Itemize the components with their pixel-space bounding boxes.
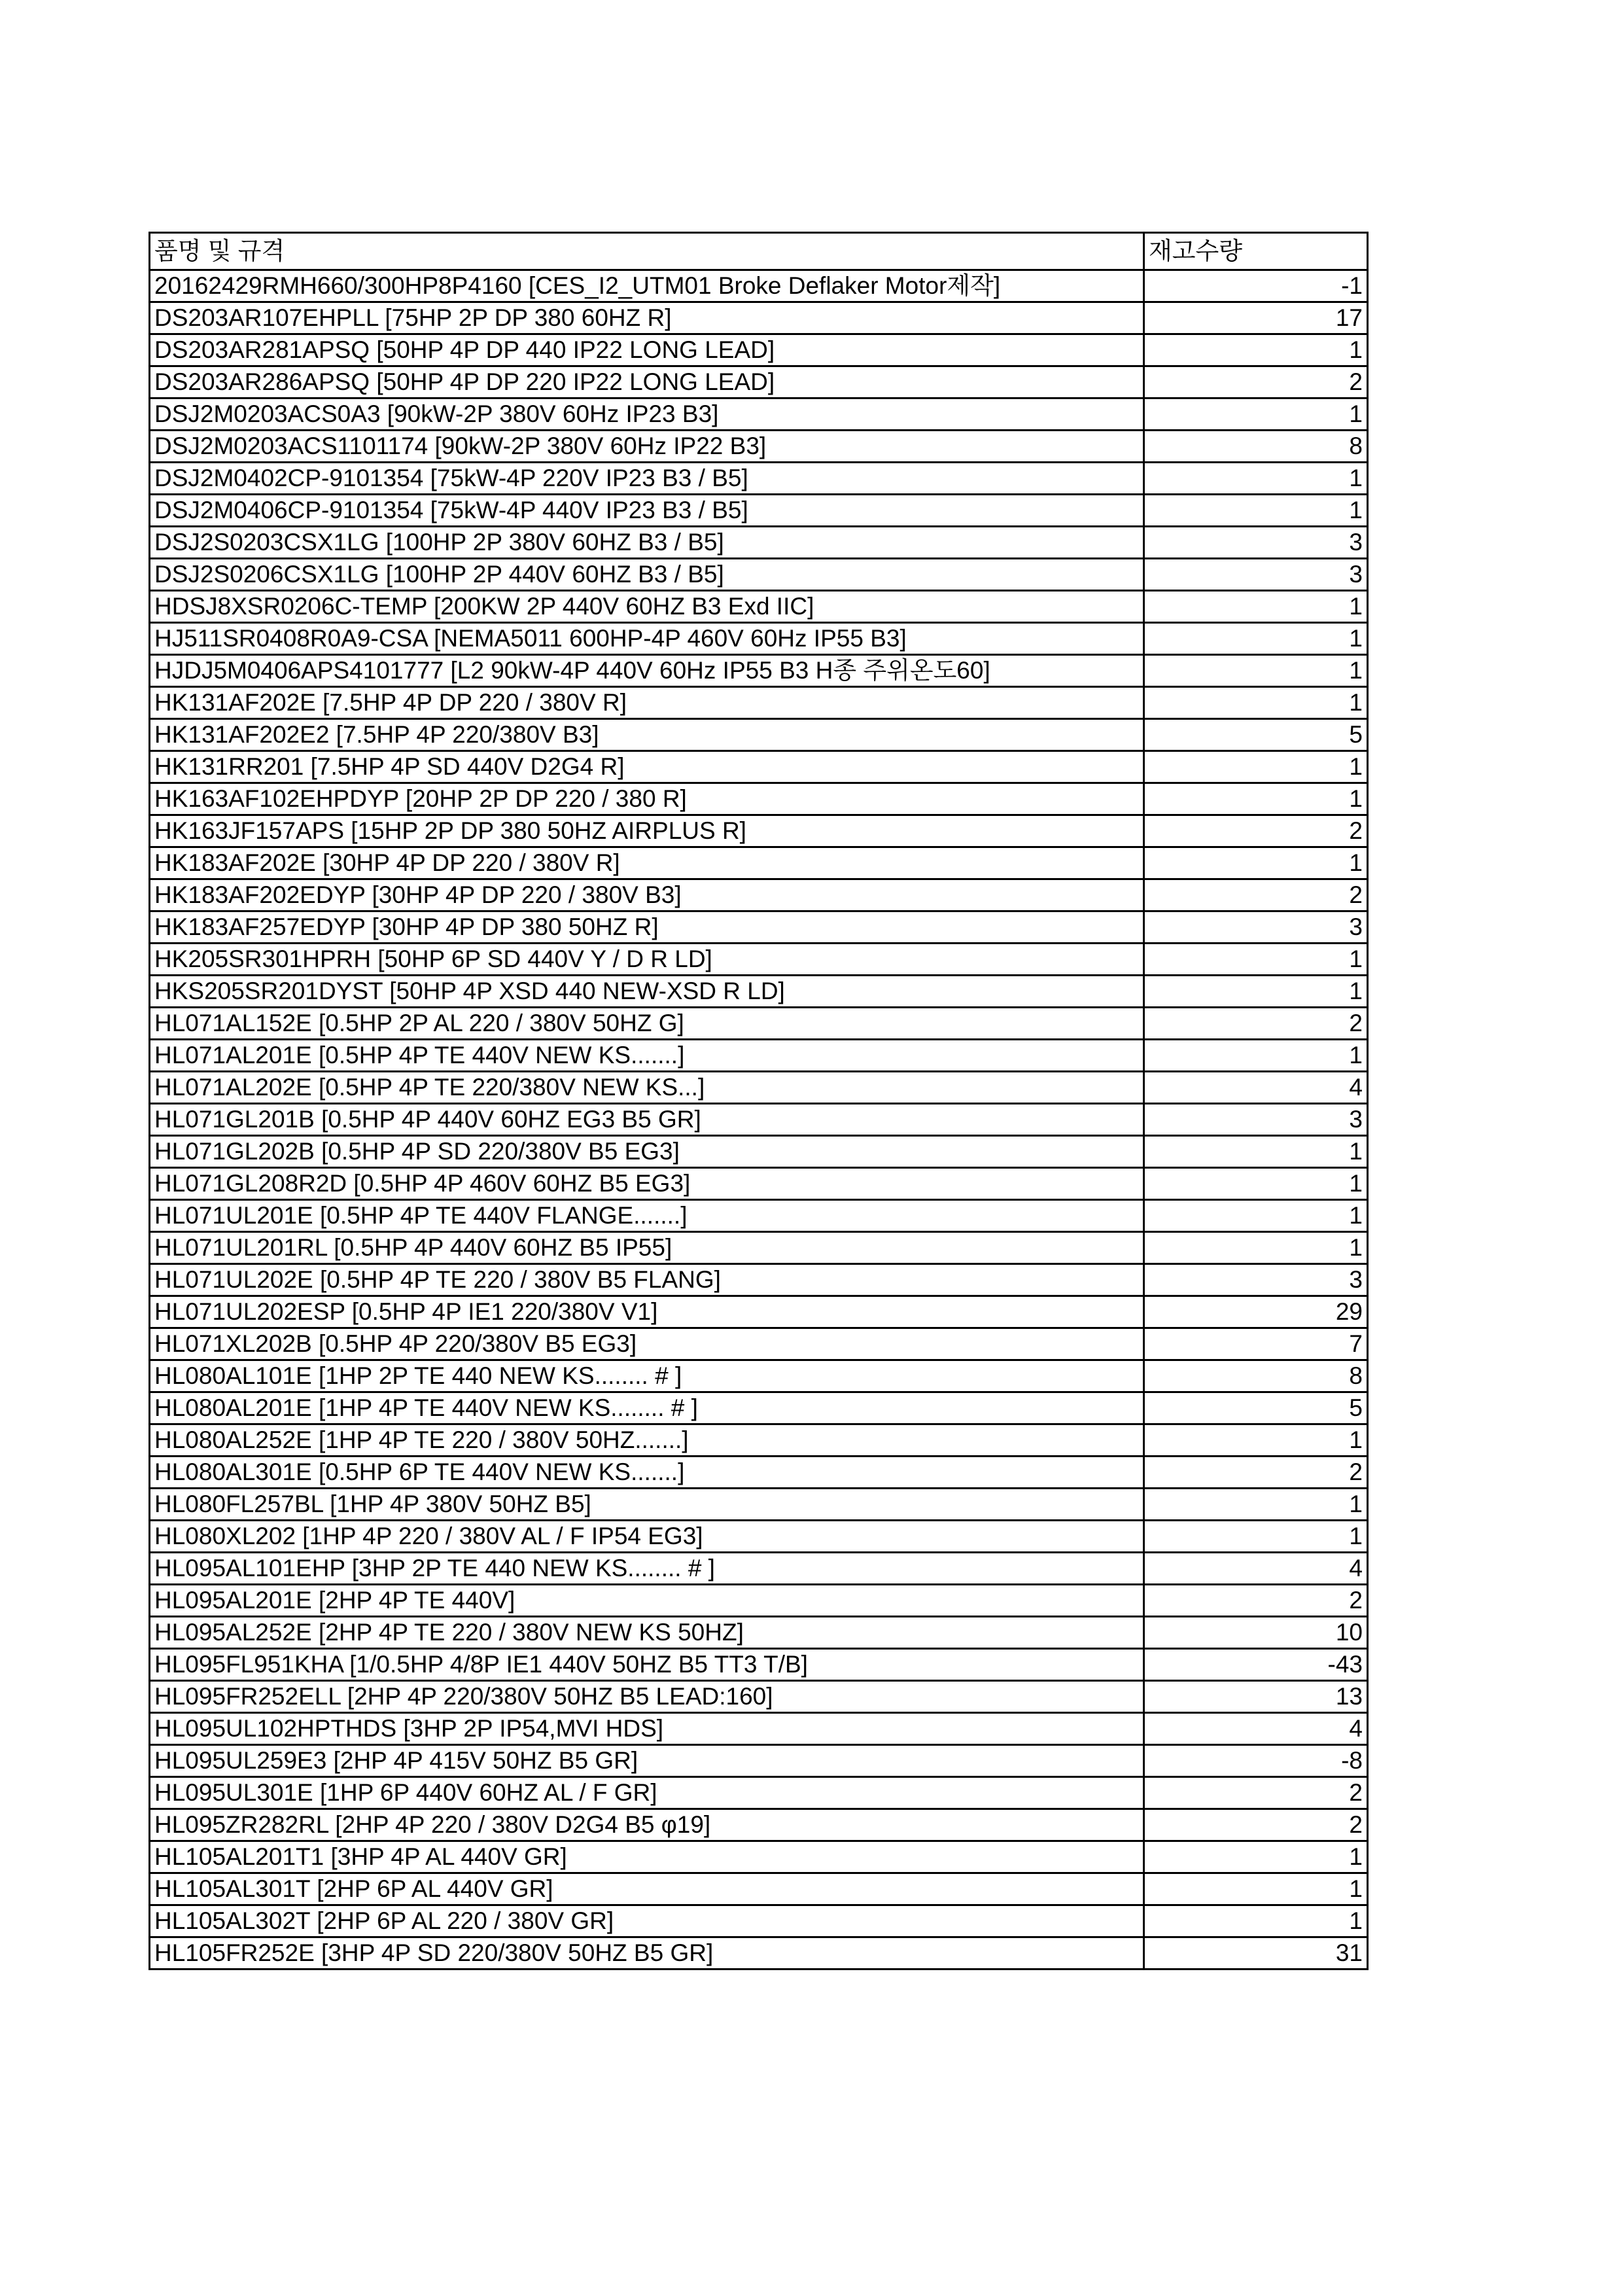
- item-name-cell: HL095AL252E [2HP 4P TE 220 / 380V NEW KS 50HZ]: [150, 1617, 1144, 1649]
- item-name-cell: 20162429RMH660/300HP8P4160 [CES_I2_UTM01 Broke Deflaker Motor제작]: [150, 270, 1144, 302]
- inventory-table: [148, 232, 1369, 1970]
- table-header: [150, 233, 1368, 270]
- item-name-cell: HL080AL101E [1HP 2P TE 440 NEW KS........ # ]: [150, 1360, 1144, 1392]
- stock-quantity-cell: 1: [1144, 591, 1368, 623]
- table-row: [150, 1457, 1368, 1489]
- stock-quantity-cell: 1: [1144, 783, 1368, 815]
- item-name-cell: DSJ2M0203ACS0A3 [90kW-2P 380V 60Hz IP23 B3]: [150, 398, 1144, 431]
- item-name-cell: HL080AL201E [1HP 4P TE 440V NEW KS........ # ]: [150, 1392, 1144, 1424]
- table-row: [150, 751, 1368, 783]
- table-row: [150, 1360, 1368, 1392]
- item-name-cell: DSJ2S0206CSX1LG [100HP 2P 440V 60HZ B3 / B5]: [150, 559, 1144, 591]
- header-row: [150, 233, 1368, 270]
- item-name-cell: HDSJ8XSR0206C-TEMP [200KW 2P 440V 60HZ B3 Exd IIC]: [150, 591, 1144, 623]
- table-row: [150, 1617, 1368, 1649]
- item-name-cell: HL071GL208R2D [0.5HP 4P 460V 60HZ B5 EG3]: [150, 1168, 1144, 1200]
- stock-quantity-cell: 1: [1144, 847, 1368, 879]
- stock-quantity-cell: 8: [1144, 1360, 1368, 1392]
- stock-quantity-cell: 1: [1144, 1040, 1368, 1072]
- table-row: [150, 334, 1368, 366]
- table-row: [150, 1264, 1368, 1296]
- header-item-name-spec: 품명 및 규격: [150, 233, 1144, 270]
- table-row: [150, 1809, 1368, 1841]
- item-name-cell: HL095AL201E [2HP 4P TE 440V]: [150, 1585, 1144, 1617]
- table-row: [150, 1104, 1368, 1136]
- item-name-cell: HK163JF157APS [15HP 2P DP 380 50HZ AIRPLUS R]: [150, 815, 1144, 847]
- table-row: [150, 687, 1368, 719]
- stock-quantity-cell: 3: [1144, 527, 1368, 559]
- stock-quantity-cell: 2: [1144, 1777, 1368, 1809]
- item-name-cell: HK183AF202E [30HP 4P DP 220 / 380V R]: [150, 847, 1144, 879]
- stock-quantity-cell: 1: [1144, 1489, 1368, 1521]
- item-name-cell: HK205SR301HPRH [50HP 6P SD 440V Y / D R LD]: [150, 944, 1144, 976]
- item-name-cell: HL071UL201E [0.5HP 4P TE 440V FLANGE.......]: [150, 1200, 1144, 1232]
- item-name-cell: DSJ2M0203ACS1101174 [90kW-2P 380V 60Hz IP22 B3]: [150, 431, 1144, 463]
- item-name-cell: HL095UL259E3 [2HP 4P 415V 50HZ B5 GR]: [150, 1745, 1144, 1777]
- stock-quantity-cell: 1: [1144, 976, 1368, 1008]
- item-name-cell: HL071UL202E [0.5HP 4P TE 220 / 380V B5 FLANG]: [150, 1264, 1144, 1296]
- table-row: [150, 623, 1368, 655]
- item-name-cell: HL095ZR282RL [2HP 4P 220 / 380V D2G4 B5 φ19]: [150, 1809, 1144, 1841]
- table-body: [150, 270, 1368, 1969]
- stock-quantity-cell: 2: [1144, 1008, 1368, 1040]
- item-name-cell: HL071GL202B [0.5HP 4P SD 220/380V B5 EG3]: [150, 1136, 1144, 1168]
- table-row: [150, 1296, 1368, 1328]
- item-name-cell: HL071XL202B [0.5HP 4P 220/380V B5 EG3]: [150, 1328, 1144, 1360]
- item-name-cell: HL095UL102HPTHDS [3HP 2P IP54,MVI HDS]: [150, 1713, 1144, 1745]
- table-row: [150, 495, 1368, 527]
- stock-quantity-cell: 31: [1144, 1937, 1368, 1969]
- item-name-cell: DS203AR281APSQ [50HP 4P DP 440 IP22 LONG LEAD]: [150, 334, 1144, 366]
- item-name-cell: HK131AF202E2 [7.5HP 4P 220/380V B3]: [150, 719, 1144, 751]
- table-row: [150, 1937, 1368, 1969]
- stock-quantity-cell: 2: [1144, 1585, 1368, 1617]
- stock-quantity-cell: 1: [1144, 1232, 1368, 1264]
- stock-quantity-cell: 1: [1144, 1521, 1368, 1553]
- stock-quantity-cell: 4: [1144, 1713, 1368, 1745]
- stock-quantity-cell: 2: [1144, 1457, 1368, 1489]
- stock-quantity-cell: 1: [1144, 751, 1368, 783]
- stock-quantity-cell: 3: [1144, 1104, 1368, 1136]
- stock-quantity-cell: 3: [1144, 559, 1368, 591]
- item-name-cell: HL080AL252E [1HP 4P TE 220 / 380V 50HZ.......]: [150, 1424, 1144, 1457]
- item-name-cell: HL105AL302T [2HP 6P AL 220 / 380V GR]: [150, 1905, 1144, 1937]
- item-name-cell: HL071UL202ESP [0.5HP 4P IE1 220/380V V1]: [150, 1296, 1144, 1328]
- table-row: [150, 1777, 1368, 1809]
- stock-quantity-cell: 1: [1144, 1168, 1368, 1200]
- stock-quantity-cell: 10: [1144, 1617, 1368, 1649]
- stock-quantity-cell: -43: [1144, 1649, 1368, 1681]
- table-row: [150, 398, 1368, 431]
- stock-quantity-cell: 2: [1144, 879, 1368, 911]
- table-row: [150, 1905, 1368, 1937]
- table-row: [150, 655, 1368, 687]
- item-name-cell: HL071AL201E [0.5HP 4P TE 440V NEW KS.......]: [150, 1040, 1144, 1072]
- table-row: [150, 847, 1368, 879]
- stock-quantity-cell: 4: [1144, 1553, 1368, 1585]
- item-name-cell: HL071UL201RL [0.5HP 4P 440V 60HZ B5 IP55]: [150, 1232, 1144, 1264]
- stock-quantity-cell: 4: [1144, 1072, 1368, 1104]
- stock-quantity-cell: 1: [1144, 398, 1368, 431]
- stock-quantity-cell: 1: [1144, 687, 1368, 719]
- item-name-cell: DSJ2S0203CSX1LG [100HP 2P 380V 60HZ B3 / B5]: [150, 527, 1144, 559]
- table-row: [150, 302, 1368, 334]
- item-name-cell: HL080FL257BL [1HP 4P 380V 50HZ B5]: [150, 1489, 1144, 1521]
- table-row: [150, 1681, 1368, 1713]
- table-row: [150, 559, 1368, 591]
- stock-quantity-cell: 2: [1144, 1809, 1368, 1841]
- item-name-cell: HK183AF257EDYP [30HP 4P DP 380 50HZ R]: [150, 911, 1144, 944]
- table-row: [150, 1328, 1368, 1360]
- table-row: [150, 1008, 1368, 1040]
- stock-quantity-cell: 29: [1144, 1296, 1368, 1328]
- stock-quantity-cell: -1: [1144, 270, 1368, 302]
- stock-quantity-cell: 2: [1144, 815, 1368, 847]
- table-row: [150, 911, 1368, 944]
- table-row: [150, 1713, 1368, 1745]
- table-row: [150, 527, 1368, 559]
- stock-quantity-cell: 7: [1144, 1328, 1368, 1360]
- table-row: [150, 463, 1368, 495]
- header-stock-quantity: 재고수량: [1144, 233, 1368, 270]
- table-row: [150, 719, 1368, 751]
- stock-quantity-cell: 5: [1144, 719, 1368, 751]
- item-name-cell: HJ511SR0408R0A9-CSA [NEMA5011 600HP-4P 460V 60Hz IP55 B3]: [150, 623, 1144, 655]
- item-name-cell: HK131AF202E [7.5HP 4P DP 220 / 380V R]: [150, 687, 1144, 719]
- table-row: [150, 1040, 1368, 1072]
- table-row: [150, 1873, 1368, 1905]
- table-row: [150, 1745, 1368, 1777]
- stock-quantity-cell: 1: [1144, 463, 1368, 495]
- item-name-cell: HKS205SR201DYST [50HP 4P XSD 440 NEW-XSD R LD]: [150, 976, 1144, 1008]
- stock-quantity-cell: 1: [1144, 1905, 1368, 1937]
- stock-quantity-cell: 1: [1144, 623, 1368, 655]
- table-row: [150, 1200, 1368, 1232]
- table-row: [150, 591, 1368, 623]
- table-row: [150, 1585, 1368, 1617]
- stock-quantity-cell: -8: [1144, 1745, 1368, 1777]
- item-name-cell: HL095FR252ELL [2HP 4P 220/380V 50HZ B5 LEAD:160]: [150, 1681, 1144, 1713]
- stock-quantity-cell: 1: [1144, 655, 1368, 687]
- table-row: [150, 1521, 1368, 1553]
- item-name-cell: HL095UL301E [1HP 6P 440V 60HZ AL / F GR]: [150, 1777, 1144, 1809]
- item-name-cell: DSJ2M0406CP-9101354 [75kW-4P 440V IP23 B3 / B5]: [150, 495, 1144, 527]
- item-name-cell: DS203AR107EHPLL [75HP 2P DP 380 60HZ R]: [150, 302, 1144, 334]
- stock-quantity-cell: 17: [1144, 302, 1368, 334]
- table-row: [150, 1136, 1368, 1168]
- table-row: [150, 366, 1368, 398]
- item-name-cell: HK163AF102EHPDYP [20HP 2P DP 220 / 380 R]: [150, 783, 1144, 815]
- stock-quantity-cell: 8: [1144, 431, 1368, 463]
- table-row: [150, 1489, 1368, 1521]
- stock-quantity-cell: 1: [1144, 1873, 1368, 1905]
- item-name-cell: HL105AL201T1 [3HP 4P AL 440V GR]: [150, 1841, 1144, 1873]
- table-row: [150, 1649, 1368, 1681]
- item-name-cell: HL095FL951KHA [1/0.5HP 4/8P IE1 440V 50HZ B5 TT3 T/B]: [150, 1649, 1144, 1681]
- stock-quantity-cell: 5: [1144, 1392, 1368, 1424]
- table-row: [150, 1072, 1368, 1104]
- table-row: [150, 1168, 1368, 1200]
- stock-quantity-cell: 1: [1144, 1424, 1368, 1457]
- stock-quantity-cell: 1: [1144, 944, 1368, 976]
- table-row: [150, 783, 1368, 815]
- item-name-cell: DS203AR286APSQ [50HP 4P DP 220 IP22 LONG LEAD]: [150, 366, 1144, 398]
- table-row: [150, 270, 1368, 302]
- table-row: [150, 1392, 1368, 1424]
- item-name-cell: HJDJ5M0406APS4101777 [L2 90kW-4P 440V 60Hz IP55 B3 H종 주위온도60]: [150, 655, 1144, 687]
- stock-quantity-cell: 1: [1144, 334, 1368, 366]
- stock-quantity-cell: 1: [1144, 1136, 1368, 1168]
- table-row: [150, 1424, 1368, 1457]
- item-name-cell: HL105FR252E [3HP 4P SD 220/380V 50HZ B5 GR]: [150, 1937, 1144, 1969]
- stock-quantity-cell: 2: [1144, 366, 1368, 398]
- stock-quantity-cell: 3: [1144, 911, 1368, 944]
- table-row: [150, 944, 1368, 976]
- item-name-cell: HK183AF202EDYP [30HP 4P DP 220 / 380V B3]: [150, 879, 1144, 911]
- item-name-cell: HL080AL301E [0.5HP 6P TE 440V NEW KS.......]: [150, 1457, 1144, 1489]
- item-name-cell: DSJ2M0402CP-9101354 [75kW-4P 220V IP23 B3 / B5]: [150, 463, 1144, 495]
- stock-quantity-cell: 3: [1144, 1264, 1368, 1296]
- item-name-cell: HL071AL152E [0.5HP 2P AL 220 / 380V 50HZ G]: [150, 1008, 1144, 1040]
- item-name-cell: HL080XL202 [1HP 4P 220 / 380V AL / F IP54 EG3]: [150, 1521, 1144, 1553]
- item-name-cell: HL105AL301T [2HP 6P AL 440V GR]: [150, 1873, 1144, 1905]
- stock-quantity-cell: 13: [1144, 1681, 1368, 1713]
- table-row: [150, 431, 1368, 463]
- item-name-cell: HL095AL101EHP [3HP 2P TE 440 NEW KS........ # ]: [150, 1553, 1144, 1585]
- table-row: [150, 976, 1368, 1008]
- table-row: [150, 879, 1368, 911]
- stock-quantity-cell: 1: [1144, 1200, 1368, 1232]
- table-row: [150, 1232, 1368, 1264]
- table-row: [150, 1841, 1368, 1873]
- item-name-cell: HK131RR201 [7.5HP 4P SD 440V D2G4 R]: [150, 751, 1144, 783]
- item-name-cell: HL071GL201B [0.5HP 4P 440V 60HZ EG3 B5 GR]: [150, 1104, 1144, 1136]
- table-row: [150, 1553, 1368, 1585]
- stock-quantity-cell: 1: [1144, 495, 1368, 527]
- item-name-cell: HL071AL202E [0.5HP 4P TE 220/380V NEW KS...]: [150, 1072, 1144, 1104]
- table-row: [150, 815, 1368, 847]
- stock-quantity-cell: 1: [1144, 1841, 1368, 1873]
